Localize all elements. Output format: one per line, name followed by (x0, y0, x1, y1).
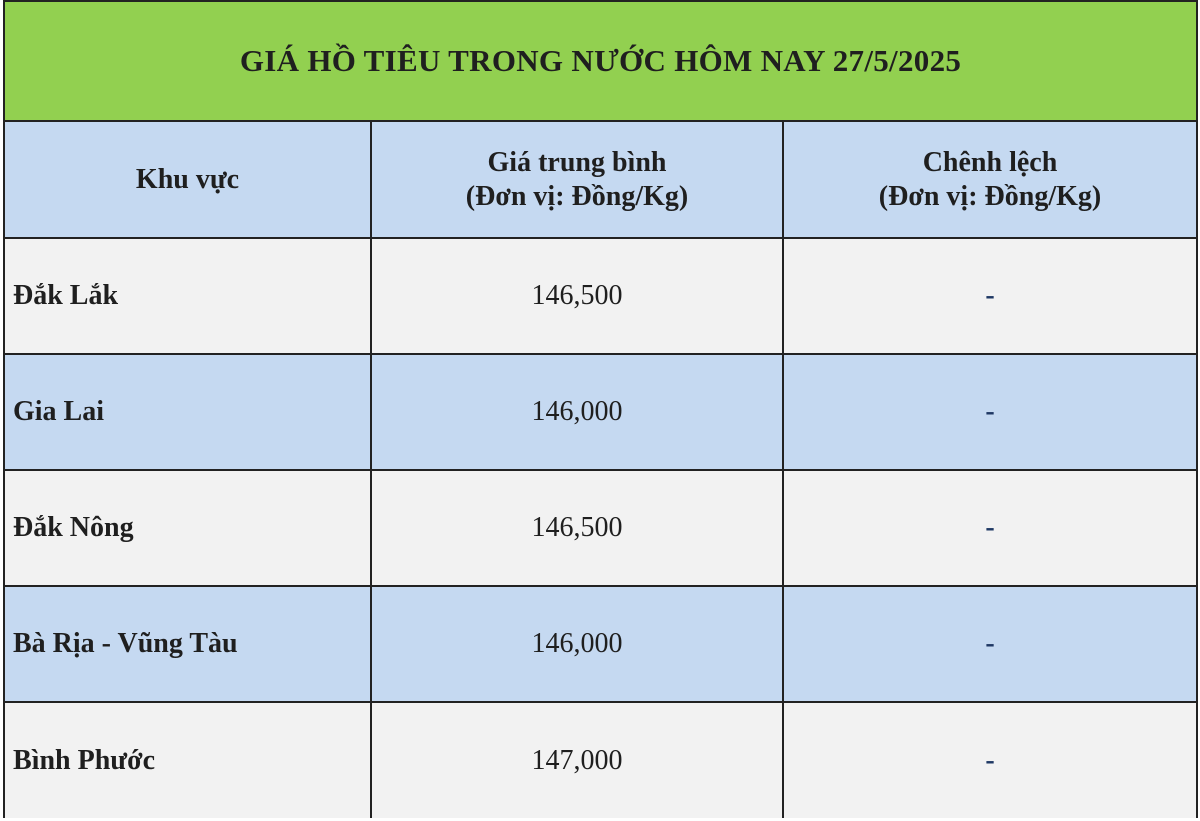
cell-diff: - (783, 238, 1196, 354)
price-table (3, 0, 1198, 818)
cell-price: 146,500 (371, 470, 783, 586)
table-row (5, 586, 1196, 702)
cell-diff: - (783, 470, 1196, 586)
cell-region: Đắk Lắk (5, 238, 371, 354)
table-row (5, 702, 1196, 818)
header-avg-price-unit: (Đơn vị: Đồng/Kg) (465, 180, 689, 212)
cell-diff: - (783, 586, 1196, 702)
cell-region: Gia Lai (5, 354, 371, 470)
cell-diff: - (783, 702, 1196, 818)
header-region (5, 122, 371, 238)
table-row (5, 238, 1196, 354)
header-region-label: Khu vực (135, 163, 240, 195)
table-title: GIÁ HỒ TIÊU TRONG NƯỚC HÔM NAY 27/5/2025 (5, 2, 1196, 122)
price-grid (5, 122, 1196, 818)
cell-price: 146,500 (371, 238, 783, 354)
cell-price: 146,000 (371, 354, 783, 470)
header-avg-price-title: Giá trung bình (487, 146, 667, 178)
header-row (5, 122, 1196, 238)
cell-region: Bình Phước (5, 702, 371, 818)
cell-region: Đắk Nông (5, 470, 371, 586)
header-avg-price (371, 122, 783, 238)
header-diff (783, 122, 1196, 238)
cell-region: Bà Rịa - Vũng Tàu (5, 586, 371, 702)
cell-price: 147,000 (371, 702, 783, 818)
cell-diff: - (783, 354, 1196, 470)
table-row (5, 354, 1196, 470)
cell-price: 146,000 (371, 586, 783, 702)
header-diff-unit: (Đơn vị: Đồng/Kg) (878, 180, 1102, 212)
header-diff-title: Chênh lệch (922, 146, 1058, 178)
table-row (5, 470, 1196, 586)
